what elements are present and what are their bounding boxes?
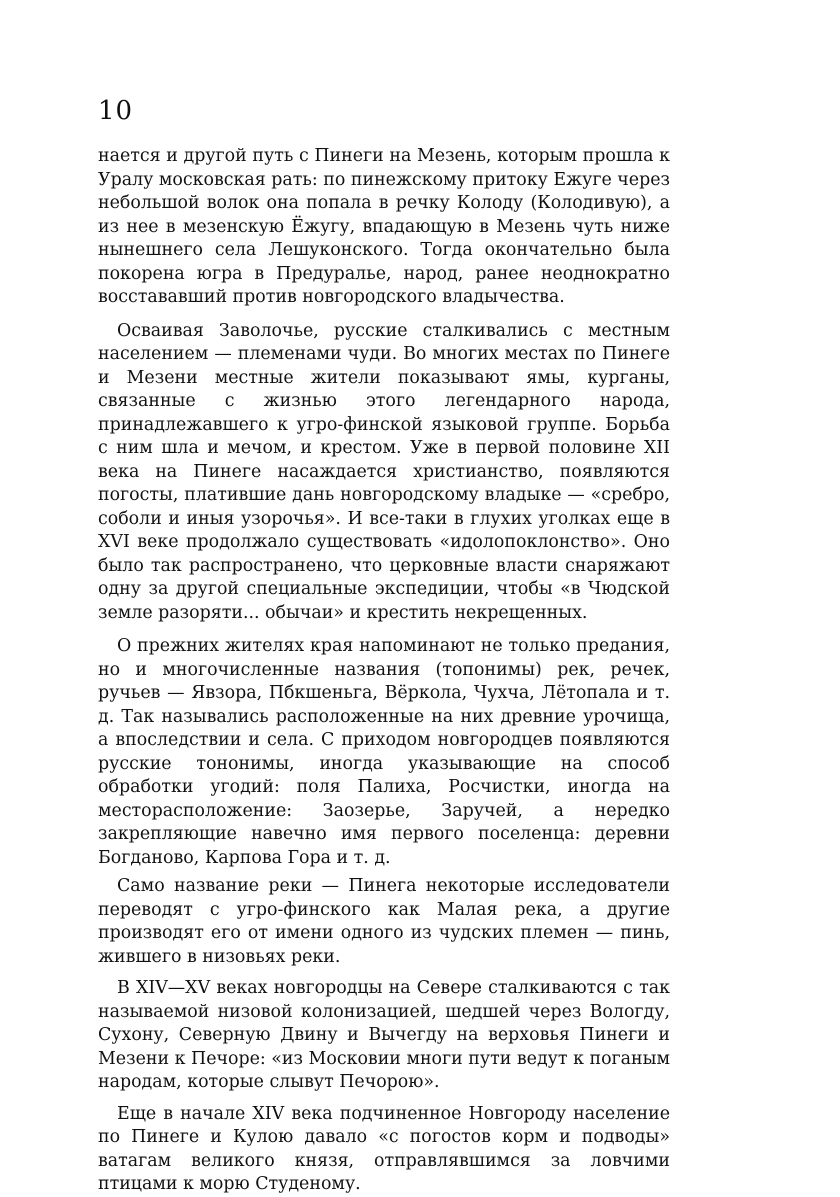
paragraph-2: Осваивая Заволочье, русские сталкивались с местным населением — племенами чуди. Во многих местах по Пинеге и Мезени местные жители показывают ямы, курганы, связанные с жизнью этого легендарного народа, принадлежавшего к угро-финской языковой группе. Борьба с ним шла и мечом, и крестом. Уже в первой половине XII века на Пинеге насаждается христианство, появляются погосты, платившие дань новгородскому владыке — «сребро, соболи и иныя узорочья». И все-таки в глухих уголках еще в XVI веке продолжало существовать «идолопоклонство». Оно было так распространено, что церковные власти снаряжают одну за другой специальные экспедиции, чтобы «в Чюдской земле разоряти... обычаи» и крестить некрещенных. <box>98 320 670 623</box>
paragraph-6: Еще в начале XIV века подчиненное Новгороду население по Пинеге и Кулою давало «с погостов корм и подводы» ватагам великого князя, отправлявшимся за ловчими птицами к морю Студеному. <box>98 1103 670 1194</box>
paragraph-3: О прежних жителях края напоминают не только предания, но и многочисленные названия (топонимы) рек, речек, ручьев — Явзора, Пбкшеньга, Вёркола, Чухча, Лётопала и т. д. Так назывались расположенные на них древние урочища, а впоследствии и села. С приходом новгородцев появляются русские тононимы, иногда указывающие на способ обработки угодий: поля Палиха, Росчистки, иногда на месторасположение: Заозерье, Заручей, а нередко закрепляющие навечно имя первого поселенца: деревни Богданово, Карпова Гора и т. д. <box>98 636 670 868</box>
paragraph-5: В XIV—XV веках новгородцы на Севере сталкиваются с так называемой низовой колонизацией, шедшей через Вологду, Сухону, Северную Двину и Вычегду на верховья Пинеги и Мезени к Печоре: «из Московии многи пути ведут к поганым народам, которые слывут Печорою». <box>98 978 670 1092</box>
text-body <box>98 145 670 1197</box>
page-number: 10 <box>98 96 134 126</box>
paragraph-4: Само название реки — Пинега некоторые исследователи переводят с угро-финского как Малая река, а другие производят его от имени одного из чудских племен — пинь, жившего в низовьях реки. <box>98 876 670 967</box>
paragraph-1: нается и другой путь с Пинеги на Мезень, которым прошла к Уралу московская рать: по пинежскому притоку Ежуге через небольшой волок она попала в речку Колоду (Колодивую), а из нее в мезенскую Ёжугу, впадающую в Мезень чуть ниже нынешнего села Лешуконского. Тогда окончательно была покорена югра в Предуралье, народ, ранее неоднократно восстававший против новгородского владычества. <box>98 146 670 307</box>
